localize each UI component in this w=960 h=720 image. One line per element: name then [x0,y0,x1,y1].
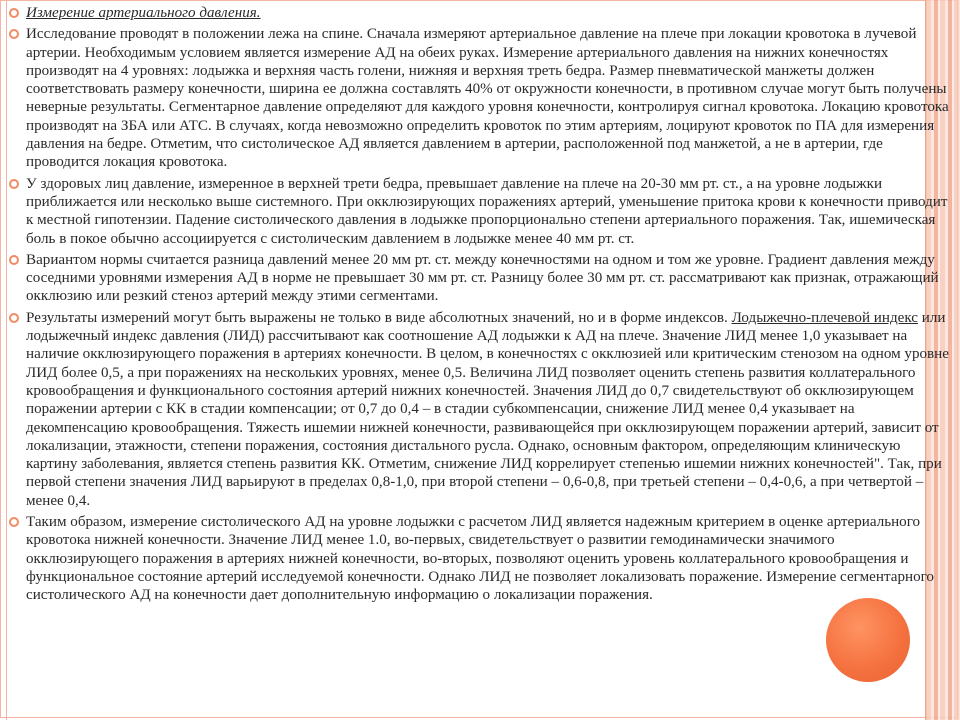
paragraph-healthy: У здоровых лиц давление, измеренное в верхней трети бедра, превышает давление на плече на 20-30 мм рт. ст., а на уровне лодыжки приближается или несколько выше системного. При окклюзирующих поражениях артерий, уменьшение притока крови к конечности приводит к местной гипотензии. Падение систолического давления в лодыжке пропорционально степени артериального поражения. Так, ишемическая боль в покое обычно ассоциируется с систолическим давлением в лодыжке менее 40 мм рт. ст. [26,175,948,247]
list-item [6,25,950,171]
bullet-icon [9,313,19,323]
decorative-circle [826,598,910,682]
paragraph-lid-body: или лодыжечный индекс давления (ЛИД) рассчитывают как соотношение АД лодыжки к АД на плече. Значение ЛИД менее 1,0 указывает на наличие окклюзирующего поражения в артериях конечности. В целом, в конечностях с окклюзией или критическим стенозом на одном уровне ЛИД более 0,5, а при поражениях на нескольких уровнях, менее 0,5. Величина ЛИД позволяет оценить степень развития коллатерального кровообращения и функционального состояния артерий нижних конечностей. Значения ЛИД до 0,7 свидетельствуют об окклюзирующем поражении артерии с КК в стадии компенсации; от 0,7 до 0,4 – в стадии субкомпенсации, снижение ЛИД менее 0,4 указывает на декомпенсацию кровообращения. Тяжесть ишемии нижней конечности, развивающейся при окклюзирующем поражении артерий, зависит от локализации, этажности, степени поражения, состояния дистального русла. Однако, основным фактором, определяющим клиническую картину заболевания, является степень развития КК. Отметим, снижение ЛИД коррелирует степенью ишемии нижних конечностей". Так, при первой степени значения ЛИД варьируют в пределах 0,8-1,0, при второй степени – 0,6-0,8, при третьей степени – 0,4-0,6, а при четвертой – менее 0,4. [26,309,949,509]
slide-content [6,4,950,608]
list-item [6,175,950,248]
list-item [6,309,950,510]
list-item [6,251,950,306]
section-heading: Измерение артериального давления. [26,5,261,21]
paragraph-conclusion: Таким образом, измерение систолического АД на уровне лодыжки с расчетом ЛИД является надежным критерием в оценке артериального кровотока нижней конечности. Значение ЛИД менее 1.0, во-первых, свидетельствует о развитии гемодинамически значимого окклюзирующего поражения в артериях нижней конечности, во-вторых, позволяют оценить уровень коллатерального кровообращения и функциональное состояние артерий исследуемой конечности. Однако ЛИД не позволяет локализовать поражение. Измерение сегментарного систолического АД на конечности дает дополнительную информацию о локализации поражения. [26,514,934,604]
bullet-icon [9,517,19,527]
bullet-icon [9,8,19,18]
bullet-icon [9,29,19,39]
paragraph-norm: Вариантом нормы считается разница давлений менее 20 мм рт. ст. между конечностями на одном и том же уровне. Градиент давления между соседними уровнями измерения АД в норме не превышает 30 мм рт. ст. Разницу более 30 мм рт. ст. рассматривают как признак, отражающий окклюзию или резкий стеноз артерий между этими сегментами. [26,251,939,305]
bullet-icon [9,255,19,265]
paragraph-procedure: Исследование проводят в положении лежа на спине. Сначала измеряют артериальное давление на плече при локации кровотока в лучевой артерии. Необходимым условием является измерение АД на обеих руках. Измерение артериального давления на нижних конечностях производят на 4 уровнях: лодыжка и верхняя часть голени, нижняя и верхняя треть бедра. Размер пневматической манжеты должен соответствовать размеру конечности, ширина ее должна составлять 40% от окружности конечности, в противном случае могут быть получены неверные результаты. Сегментарное давление определяют для каждого уровня конечности, контролируя сигнал кровотока. Локацию кровотока производят на ЗБА или АТС. В случаях, когда невозможно определить кровоток по этим артериям, лоцируют кровоток по ПА для измерения давления на бедре. Отметим, что систолическое АД является давлением в артерии, расположенной под манжетой, а не в артерии, где проводится локация кровотока. [26,26,949,171]
list-item [6,4,950,22]
bullet-icon [9,179,19,189]
term-ankle-brachial-index: Лодыжечно-плечевой индекс [731,309,918,326]
paragraph-lid-intro: Результаты измерений могут быть выражены не только в виде абсолютных значений, но и в форме индексов. [26,309,732,326]
list-item [6,513,950,604]
